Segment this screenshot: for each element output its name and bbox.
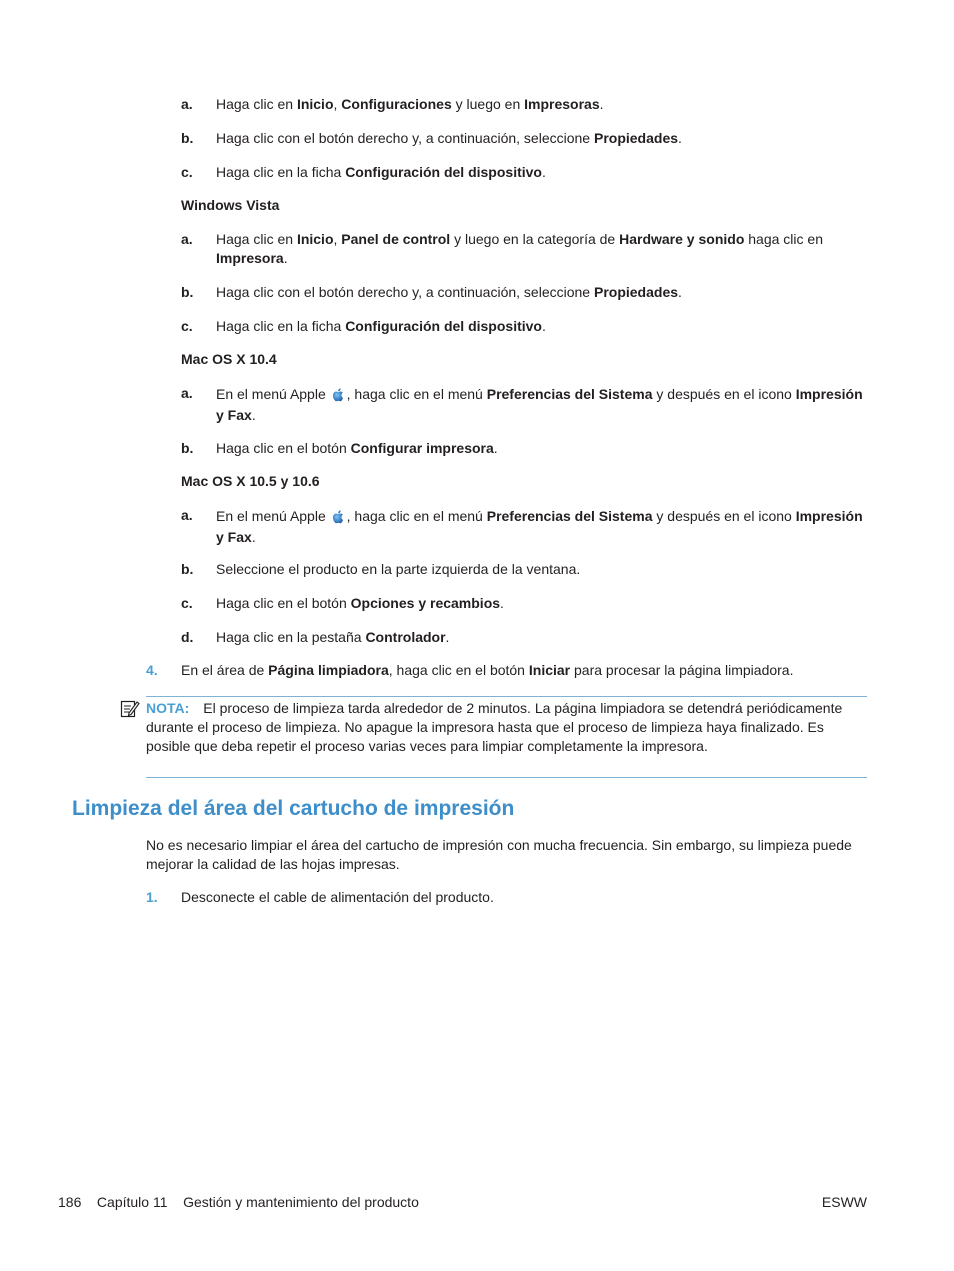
step-text: Haga clic en la ficha Configuración del dispositivo. [216, 164, 546, 180]
chapter-label: Capítulo 11 [96, 1194, 168, 1210]
step-label: b. [181, 561, 194, 577]
step-number: 4. [146, 662, 158, 678]
step-label: c. [181, 164, 193, 180]
chapter-title: Gestión y mantenimiento del producto [183, 1194, 419, 1210]
subheading-mac-10-5: Mac OS X 10.5 y 10.6 [181, 473, 320, 489]
step-text: Haga clic con el botón derecho y, a continuación, seleccione Propiedades. [216, 284, 682, 300]
step-label: c. [181, 318, 193, 334]
note-top-rule [146, 696, 867, 697]
note-label: NOTA: [146, 700, 190, 716]
step-text: Haga clic con el botón derecho y, a continuación, seleccione Propiedades. [216, 130, 682, 146]
step-text: Haga clic en el botón Opciones y recambios. [216, 595, 504, 611]
step-label: c. [181, 595, 193, 611]
step-text: Haga clic en Inicio, Configuraciones y luego en Impresoras. [216, 96, 604, 112]
step-text: En el menú Apple , haga clic en el menú Preferencias del Sistema y después en el icono Impresión y Fax. [216, 386, 863, 423]
section-title: Limpieza del área del cartucho de impresión [72, 797, 515, 820]
note-icon [120, 699, 140, 719]
step-label: a. [181, 385, 193, 401]
footer-left [58, 1193, 419, 1212]
step-text: Desconecte el cable de alimentación del producto. [181, 889, 494, 905]
step-label: b. [181, 284, 194, 300]
step-label: a. [181, 507, 193, 523]
step-text: Haga clic en la pestaña Controlador. [216, 629, 450, 645]
step-label: b. [181, 130, 194, 146]
page-number: 186 [58, 1194, 82, 1210]
step-label: a. [181, 96, 193, 112]
step-text: Haga clic en Inicio, Panel de control y luego en la categoría de Hardware y sonido haga clic en Impresora. [216, 231, 823, 266]
step-label: a. [181, 231, 193, 247]
step-text: En el área de Página limpiadora, haga clic en el botón Iniciar para procesar la página limpiadora. [181, 662, 794, 678]
section-intro: No es necesario limpiar el área del cartucho de impresión con mucha frecuencia. Sin embargo, su limpieza puede mejorar la calidad de las hojas impresas. [146, 837, 852, 872]
subheading-mac-10-4: Mac OS X 10.4 [181, 351, 277, 367]
step-text: En el menú Apple , haga clic en el menú Preferencias del Sistema y después en el icono Impresión y Fax. [216, 508, 863, 545]
step-text: Haga clic en la ficha Configuración del dispositivo. [216, 318, 546, 334]
note-bottom-rule [146, 777, 867, 778]
apple-menu-icon [331, 387, 346, 402]
footer-right: ESWW [821, 1194, 867, 1210]
note [146, 699, 861, 756]
apple-menu-icon [331, 509, 346, 524]
subheading-windows-vista: Windows Vista [181, 197, 280, 213]
step-number: 1. [146, 889, 158, 905]
step-text: Haga clic en el botón Configurar impresora. [216, 440, 498, 456]
step-text: Seleccione el producto en la parte izquierda de la ventana. [216, 561, 581, 577]
step-label: d. [181, 629, 194, 645]
note-text: El proceso de limpieza tarda alrededor de 2 minutos. La página limpiadora se detendrá periódicamente durante el proceso de limpieza. No apague la impresora hasta que el proceso de limpieza haya finalizado. Es posible que deba repetir el proceso varias veces para limpiar completamente la impresora. [146, 700, 843, 754]
step-label: b. [181, 440, 194, 456]
